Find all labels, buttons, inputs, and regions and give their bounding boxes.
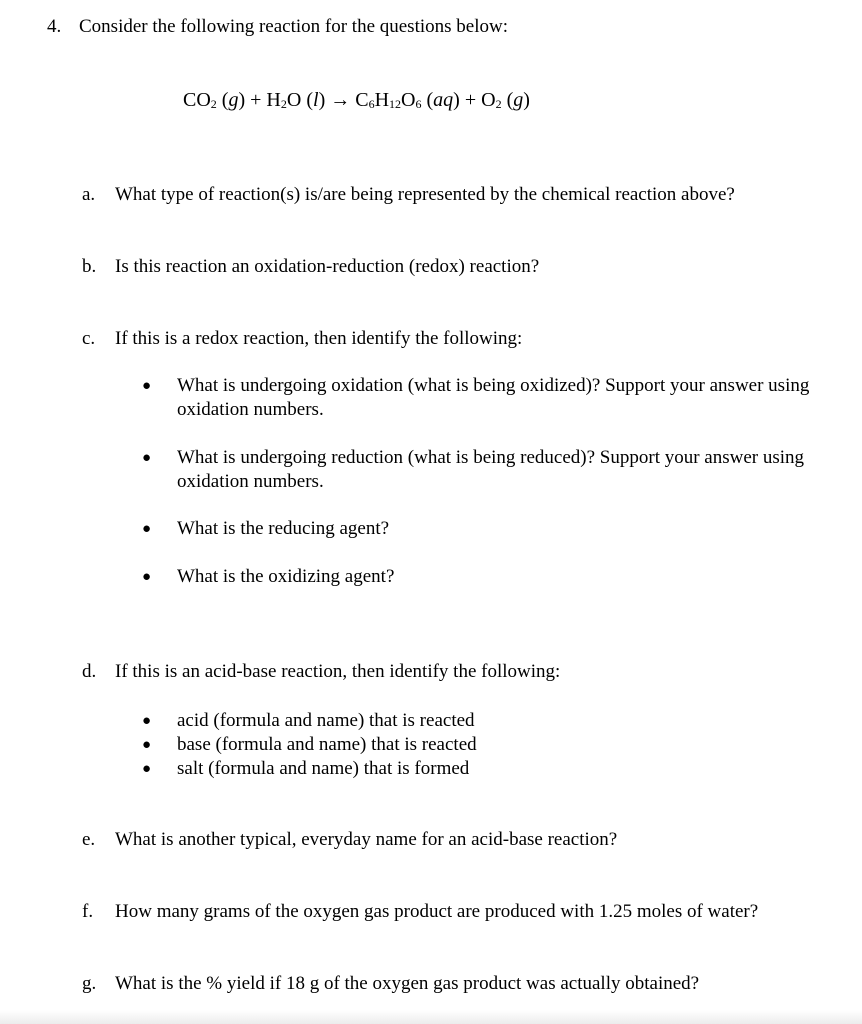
part-b-text: Is this reaction an oxidation-reduction (redox) reaction? bbox=[115, 256, 540, 277]
part-a-letter: a. bbox=[82, 184, 96, 205]
part-d-text: If this is an acid-base reaction, then identify the following: bbox=[115, 661, 561, 682]
part-d-bullet-1: acid (formula and name) that is reacted bbox=[177, 710, 475, 731]
eq-arrow: → bbox=[325, 89, 356, 111]
part-b-letter: b. bbox=[82, 256, 97, 277]
part-c-letter: c. bbox=[82, 328, 96, 349]
part-d-bullet-2: base (formula and name) that is reacted bbox=[177, 734, 477, 755]
question-prompt: Consider the following reaction for the questions below: bbox=[79, 16, 508, 37]
bullet-icon: ● bbox=[142, 737, 152, 753]
bullet-icon: ● bbox=[142, 450, 152, 466]
part-g-text: What is the % yield if 18 g of the oxygen gas product was actually obtained? bbox=[115, 973, 700, 994]
bullet-icon: ● bbox=[142, 761, 152, 777]
part-f-letter: f. bbox=[82, 901, 94, 922]
bullet-icon: ● bbox=[142, 378, 152, 394]
bullet-icon: ● bbox=[142, 569, 152, 585]
part-e-letter: e. bbox=[82, 829, 96, 850]
part-a-text: What type of reaction(s) is/are being represented by the chemical reaction above? bbox=[115, 184, 735, 205]
question-number: 4. bbox=[47, 16, 62, 37]
part-d-letter: d. bbox=[82, 661, 97, 682]
eq-reactant-h2o: $H_2O$ (l) bbox=[266, 89, 326, 111]
part-c-bullet-2: What is undergoing reduction (what is being reduced)? Support your answer using oxidation numbers. bbox=[177, 447, 805, 492]
part-e-text: What is another typical, everyday name for an acid-base reaction? bbox=[115, 829, 618, 850]
part-c-text: If this is a redox reaction, then identify the following: bbox=[115, 328, 523, 349]
part-c-bullet-1: What is undergoing oxidation (what is being oxidized)? Support your answer using oxidation numbers. bbox=[177, 375, 810, 420]
eq-product-glucose: $C_6H_{12}O_6$ (aq) bbox=[355, 89, 460, 111]
eq-reactant-co2: $CO_2$ (g) bbox=[183, 89, 246, 111]
bullet-icon: ● bbox=[142, 713, 152, 729]
part-d-bullet-3: salt (formula and name) that is formed bbox=[177, 758, 470, 779]
part-g-letter: g. bbox=[82, 973, 97, 994]
eq-product-o2: $O_2$ (g) bbox=[481, 89, 530, 111]
part-c-bullet-3: What is the reducing agent? bbox=[177, 518, 390, 539]
part-c-bullet-4: What is the oxidizing agent? bbox=[177, 566, 395, 587]
page-bottom-shadow bbox=[0, 1010, 862, 1024]
part-f-text: How many grams of the oxygen gas product are produced with 1.25 moles of water? bbox=[115, 901, 759, 922]
chemical-equation: $CO_2$ $(g) + H_2O$ $(l) \to C_6H_{12}O_6$ $(aq) + O_2$ (g) bbox=[183, 89, 530, 111]
bullet-icon: ● bbox=[142, 521, 152, 537]
